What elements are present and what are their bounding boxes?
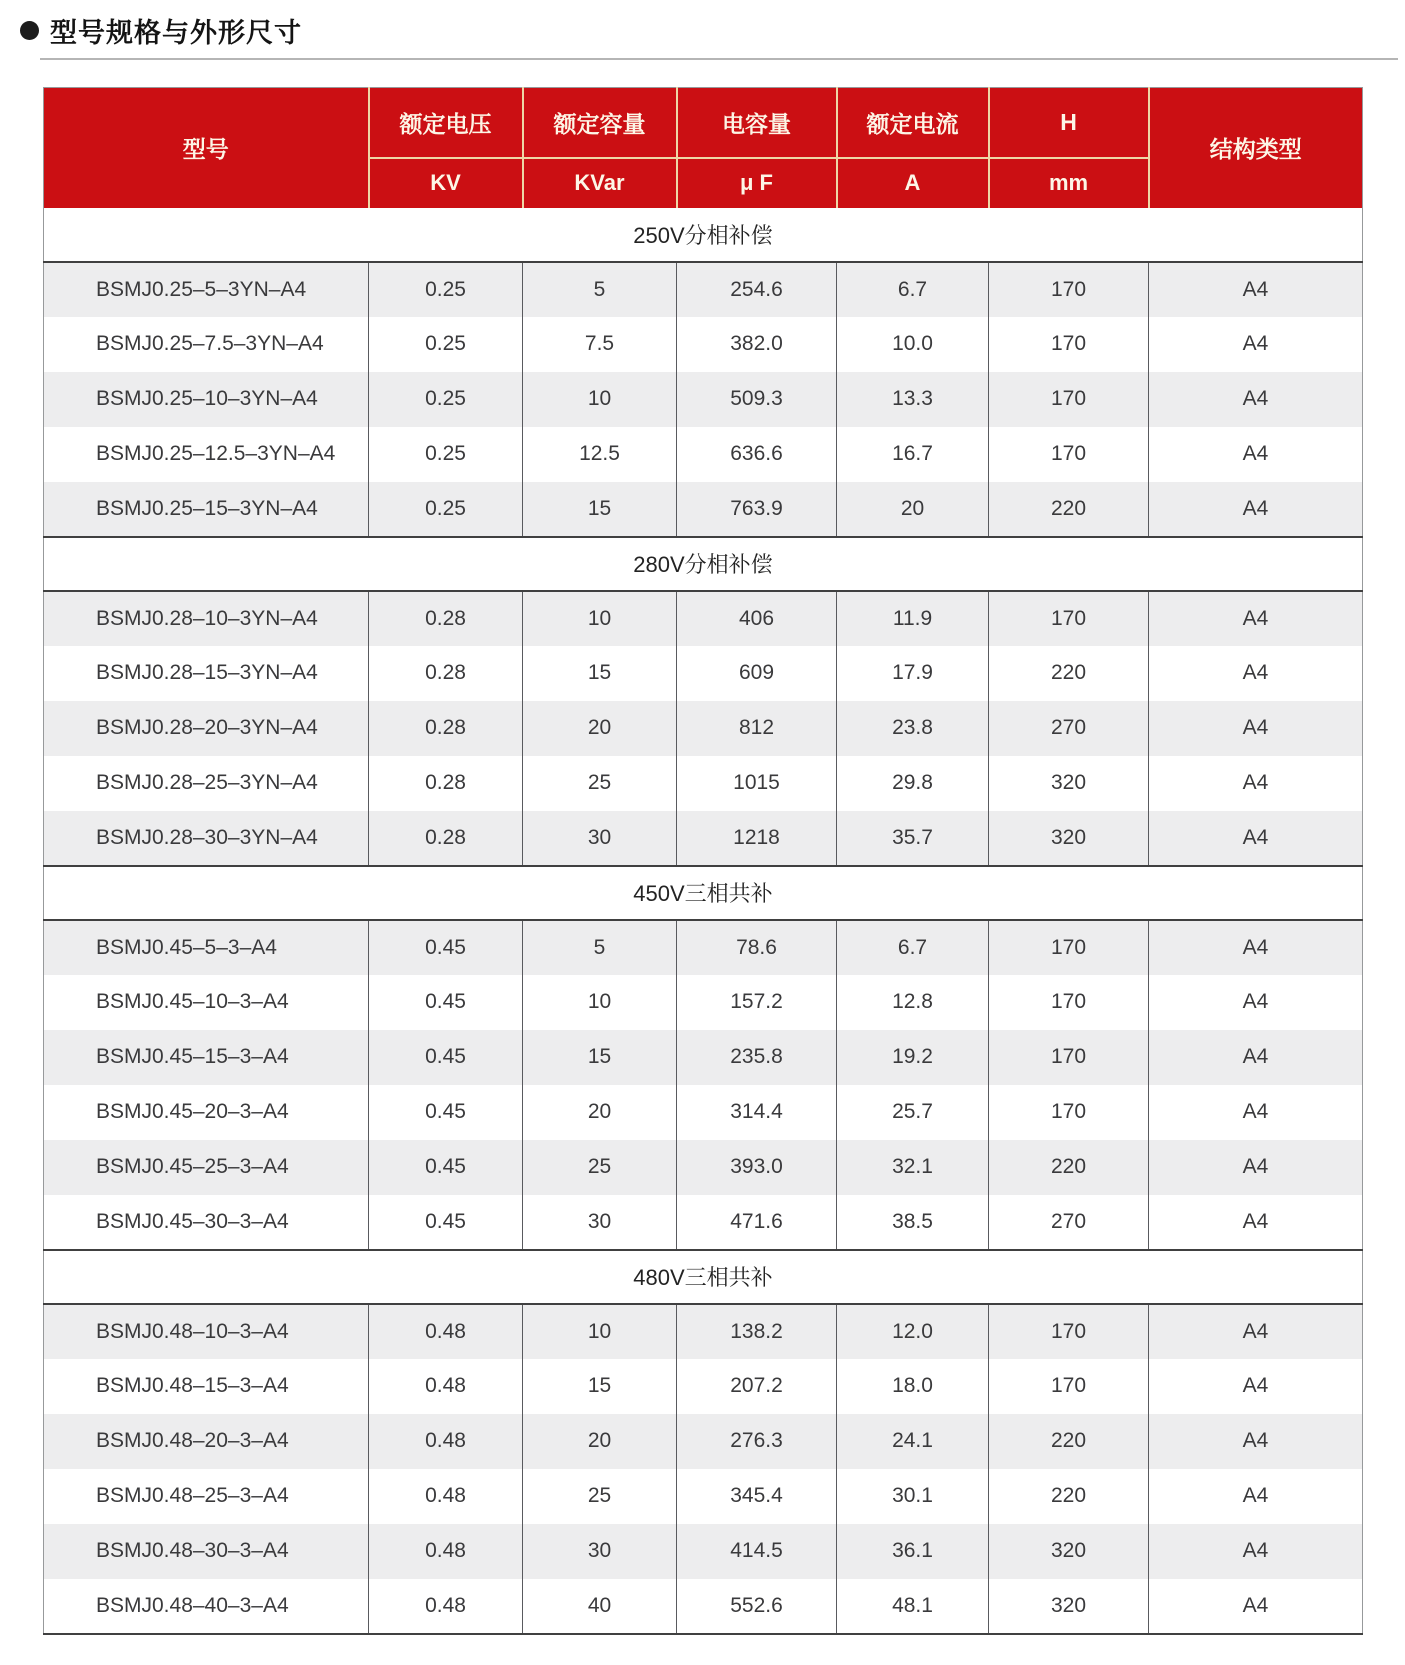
model-cell: BSMJ0.48–10–3–A4 [96, 1319, 289, 1343]
model-cell: BSMJ0.28–25–3YN–A4 [96, 771, 318, 794]
height-cell: 170 [989, 1359, 1149, 1414]
col-header-rated-current: 额定电流 [837, 88, 989, 158]
page-title: 型号规格与外形尺寸 [50, 17, 302, 48]
voltage-cell: 0.28 [369, 756, 523, 811]
capacitance-cell: 207.2 [677, 1359, 837, 1414]
col-header-model: 型号 [44, 88, 369, 208]
spec-table [43, 87, 1363, 1635]
current-cell: 13.3 [837, 372, 989, 427]
model-cell: BSMJ0.48–40–3–A4 [96, 1593, 289, 1617]
model-cell: BSMJ0.45–25–3–A4 [96, 1155, 289, 1178]
current-cell: 24.1 [837, 1414, 989, 1469]
capacity-cell: 30 [523, 811, 677, 866]
height-cell: 170 [989, 1030, 1149, 1085]
model-cell: BSMJ0.48–25–3–A4 [96, 1484, 289, 1507]
voltage-cell: 0.48 [369, 1304, 523, 1359]
voltage-cell: 0.45 [369, 1030, 523, 1085]
table-row [44, 1524, 1363, 1579]
capacity-cell: 15 [523, 1359, 677, 1414]
spec-table-body [44, 208, 1363, 1634]
capacitance-cell: 763.9 [677, 482, 837, 537]
height-cell: 220 [989, 646, 1149, 701]
capacitance-cell: 509.3 [677, 372, 837, 427]
capacity-cell: 15 [523, 1030, 677, 1085]
section-title: 480V三相共补 [44, 1250, 1363, 1304]
current-cell: 17.9 [837, 646, 989, 701]
capacity-cell: 15 [523, 482, 677, 537]
voltage-cell: 0.48 [369, 1579, 523, 1634]
voltage-cell: 0.48 [369, 1524, 523, 1579]
capacity-cell: 30 [523, 1524, 677, 1579]
current-cell: 12.0 [837, 1304, 989, 1359]
table-row [44, 1579, 1363, 1634]
current-cell: 23.8 [837, 701, 989, 756]
voltage-cell: 0.45 [369, 1085, 523, 1140]
table-row [44, 975, 1363, 1030]
capacity-cell: 25 [523, 1140, 677, 1195]
current-cell: 6.7 [837, 920, 989, 975]
voltage-cell: 0.48 [369, 1469, 523, 1524]
capacity-cell: 15 [523, 646, 677, 701]
capacity-cell: 12.5 [523, 427, 677, 482]
model-cell: BSMJ0.45–10–3–A4 [96, 990, 289, 1013]
voltage-cell: 0.25 [369, 427, 523, 482]
voltage-cell: 0.28 [369, 811, 523, 866]
height-cell: 220 [989, 1469, 1149, 1524]
voltage-cell: 0.45 [369, 1195, 523, 1250]
model-cell: BSMJ0.48–30–3–A4 [96, 1539, 289, 1562]
height-cell: 170 [989, 591, 1149, 646]
table-row [44, 591, 1363, 646]
height-cell: 170 [989, 262, 1149, 317]
capacitance-cell: 609 [677, 646, 837, 701]
structure-cell: A4 [1149, 920, 1363, 975]
capacity-cell: 40 [523, 1579, 677, 1634]
col-header-structure-type: 结构类型 [1149, 88, 1363, 208]
height-cell: 170 [989, 975, 1149, 1030]
table-row [44, 1469, 1363, 1524]
model-cell: BSMJ0.25–10–3YN–A4 [96, 387, 318, 410]
unit-kvar: KVar [523, 158, 677, 208]
capacity-cell: 25 [523, 756, 677, 811]
model-cell: BSMJ0.25–12.5–3YN–A4 [96, 442, 336, 465]
model-cell: BSMJ0.48–20–3–A4 [96, 1429, 289, 1452]
model-cell: BSMJ0.48–15–3–A4 [96, 1374, 289, 1397]
structure-cell: A4 [1149, 317, 1363, 372]
table-row [44, 1359, 1363, 1414]
page-header [20, 12, 1405, 48]
capacity-cell: 7.5 [523, 317, 677, 372]
capacitance-cell: 235.8 [677, 1030, 837, 1085]
col-header-h: H [989, 88, 1149, 158]
header-row-names [44, 88, 1363, 158]
structure-cell: A4 [1149, 1030, 1363, 1085]
table-row [44, 1140, 1363, 1195]
height-cell: 270 [989, 701, 1149, 756]
table-row [44, 262, 1363, 317]
current-cell: 29.8 [837, 756, 989, 811]
current-cell: 36.1 [837, 1524, 989, 1579]
voltage-cell: 0.28 [369, 701, 523, 756]
table-row [44, 756, 1363, 811]
structure-cell: A4 [1149, 701, 1363, 756]
height-cell: 170 [989, 1085, 1149, 1140]
capacitance-cell: 636.6 [677, 427, 837, 482]
capacitance-cell: 812 [677, 701, 837, 756]
height-cell: 320 [989, 756, 1149, 811]
capacitance-cell: 414.5 [677, 1524, 837, 1579]
model-cell: BSMJ0.28–15–3YN–A4 [96, 661, 318, 684]
structure-cell: A4 [1149, 756, 1363, 811]
current-cell: 20 [837, 482, 989, 537]
structure-cell: A4 [1149, 482, 1363, 537]
table-row [44, 317, 1363, 372]
table-row [44, 646, 1363, 701]
capacitance-cell: 157.2 [677, 975, 837, 1030]
voltage-cell: 0.45 [369, 920, 523, 975]
structure-cell: A4 [1149, 975, 1363, 1030]
height-cell: 220 [989, 1140, 1149, 1195]
model-cell: BSMJ0.25–7.5–3YN–A4 [96, 332, 324, 355]
capacity-cell: 5 [523, 262, 677, 317]
structure-cell: A4 [1149, 646, 1363, 701]
capacitance-cell: 471.6 [677, 1195, 837, 1250]
voltage-cell: 0.25 [369, 317, 523, 372]
table-row [44, 701, 1363, 756]
current-cell: 19.2 [837, 1030, 989, 1085]
height-cell: 270 [989, 1195, 1149, 1250]
height-cell: 320 [989, 1579, 1149, 1634]
voltage-cell: 0.28 [369, 646, 523, 701]
section-title: 450V三相共补 [44, 866, 1363, 920]
voltage-cell: 0.48 [369, 1414, 523, 1469]
structure-cell: A4 [1149, 427, 1363, 482]
capacity-cell: 10 [523, 591, 677, 646]
voltage-cell: 0.25 [369, 262, 523, 317]
section-title: 280V分相补偿 [44, 537, 1363, 591]
structure-cell: A4 [1149, 591, 1363, 646]
structure-cell: A4 [1149, 262, 1363, 317]
capacity-cell: 10 [523, 1304, 677, 1359]
model-cell: BSMJ0.28–20–3YN–A4 [96, 716, 318, 739]
table-row [44, 1195, 1363, 1250]
structure-cell: A4 [1149, 1414, 1363, 1469]
capacity-cell: 30 [523, 1195, 677, 1250]
table-row [44, 427, 1363, 482]
section-header-row [44, 866, 1363, 920]
capacity-cell: 5 [523, 920, 677, 975]
voltage-cell: 0.45 [369, 975, 523, 1030]
capacitance-cell: 393.0 [677, 1140, 837, 1195]
structure-cell: A4 [1149, 811, 1363, 866]
voltage-cell: 0.45 [369, 1140, 523, 1195]
current-cell: 6.7 [837, 262, 989, 317]
structure-cell: A4 [1149, 1195, 1363, 1250]
structure-cell: A4 [1149, 1359, 1363, 1414]
section-title: 250V分相补偿 [44, 208, 1363, 262]
capacitance-cell: 1015 [677, 756, 837, 811]
model-cell: BSMJ0.45–15–3–A4 [96, 1045, 289, 1068]
current-cell: 18.0 [837, 1359, 989, 1414]
height-cell: 320 [989, 1524, 1149, 1579]
col-header-capacitance: 电容量 [677, 88, 837, 158]
height-cell: 170 [989, 372, 1149, 427]
height-cell: 170 [989, 427, 1149, 482]
table-row [44, 1414, 1363, 1469]
current-cell: 30.1 [837, 1469, 989, 1524]
table-row [44, 1304, 1363, 1359]
spec-table-header [44, 88, 1363, 208]
capacitance-cell: 254.6 [677, 262, 837, 317]
current-cell: 35.7 [837, 811, 989, 866]
capacitance-cell: 406 [677, 591, 837, 646]
model-cell: BSMJ0.25–5–3YN–A4 [96, 277, 307, 301]
structure-cell: A4 [1149, 1524, 1363, 1579]
voltage-cell: 0.25 [369, 372, 523, 427]
col-header-rated-voltage: 额定电压 [369, 88, 523, 158]
current-cell: 32.1 [837, 1140, 989, 1195]
structure-cell: A4 [1149, 1304, 1363, 1359]
height-cell: 170 [989, 317, 1149, 372]
structure-cell: A4 [1149, 1579, 1363, 1634]
capacitance-cell: 345.4 [677, 1469, 837, 1524]
height-cell: 320 [989, 811, 1149, 866]
voltage-cell: 0.48 [369, 1359, 523, 1414]
model-cell: BSMJ0.45–20–3–A4 [96, 1100, 289, 1123]
voltage-cell: 0.25 [369, 482, 523, 537]
current-cell: 11.9 [837, 591, 989, 646]
capacity-cell: 20 [523, 1414, 677, 1469]
capacity-cell: 25 [523, 1469, 677, 1524]
height-cell: 170 [989, 1304, 1149, 1359]
model-cell: BSMJ0.45–30–3–A4 [96, 1209, 289, 1233]
voltage-cell: 0.28 [369, 591, 523, 646]
current-cell: 25.7 [837, 1085, 989, 1140]
current-cell: 16.7 [837, 427, 989, 482]
table-row [44, 482, 1363, 537]
capacitance-cell: 382.0 [677, 317, 837, 372]
table-row [44, 811, 1363, 866]
current-cell: 48.1 [837, 1579, 989, 1634]
capacity-cell: 20 [523, 1085, 677, 1140]
table-row [44, 920, 1363, 975]
title-divider [40, 58, 1398, 60]
model-cell: BSMJ0.28–30–3YN–A4 [96, 825, 318, 849]
model-cell: BSMJ0.45–5–3–A4 [96, 935, 277, 959]
height-cell: 220 [989, 1414, 1149, 1469]
current-cell: 12.8 [837, 975, 989, 1030]
height-cell: 220 [989, 482, 1149, 537]
section-header-row [44, 1250, 1363, 1304]
capacity-cell: 10 [523, 975, 677, 1030]
table-row [44, 1085, 1363, 1140]
structure-cell: A4 [1149, 372, 1363, 427]
bullet-icon [20, 21, 39, 40]
section-header-row [44, 537, 1363, 591]
capacity-cell: 20 [523, 701, 677, 756]
model-cell: BSMJ0.28–10–3YN–A4 [96, 606, 318, 630]
unit-mm: mm [989, 158, 1149, 208]
capacitance-cell: 1218 [677, 811, 837, 866]
capacity-cell: 10 [523, 372, 677, 427]
capacitance-cell: 138.2 [677, 1304, 837, 1359]
structure-cell: A4 [1149, 1085, 1363, 1140]
table-row [44, 1030, 1363, 1085]
unit-uf: μ F [677, 158, 837, 208]
col-header-rated-capacity: 额定容量 [523, 88, 677, 158]
structure-cell: A4 [1149, 1469, 1363, 1524]
structure-cell: A4 [1149, 1140, 1363, 1195]
height-cell: 170 [989, 920, 1149, 975]
model-cell: BSMJ0.25–15–3YN–A4 [96, 496, 318, 520]
table-row [44, 372, 1363, 427]
current-cell: 38.5 [837, 1195, 989, 1250]
capacitance-cell: 276.3 [677, 1414, 837, 1469]
unit-a: A [837, 158, 989, 208]
capacitance-cell: 78.6 [677, 920, 837, 975]
unit-kv: KV [369, 158, 523, 208]
capacitance-cell: 552.6 [677, 1579, 837, 1634]
capacitance-cell: 314.4 [677, 1085, 837, 1140]
current-cell: 10.0 [837, 317, 989, 372]
section-header-row [44, 208, 1363, 262]
